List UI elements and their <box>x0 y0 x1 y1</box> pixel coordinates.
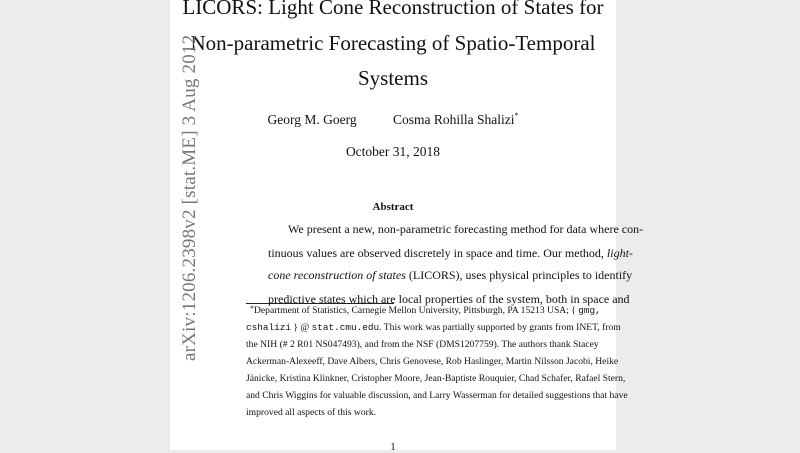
abstract-line-4: predictive states which are local properties of the system, both in space and <box>268 292 630 306</box>
authors <box>170 112 616 128</box>
title-line-3: Systems <box>357 66 428 90</box>
footnote-line-4: Ackerman-Alexeeff, Dave Albers, Chris Genovese, Rob Haslinger, Martin Nilsson Jacobi, Heike <box>246 356 619 367</box>
page-number: 1 <box>390 441 396 453</box>
abstract-line-2 <box>268 246 633 261</box>
abstract-line-2-italic: light- <box>606 246 633 260</box>
author-footnote-mark: * <box>514 111 519 120</box>
footnote-email-domain: stat.cmu.edu <box>311 322 380 333</box>
abstract-line-2-text: tinuous values are observed discretely in space and time. Our method, <box>268 246 607 260</box>
footnote-line-2-text: . This work was partially supported by grants from INET, from <box>379 322 621 333</box>
paper-date: October 31, 2018 <box>345 144 441 159</box>
abstract-heading: Abstract <box>372 201 414 213</box>
footnote-line-7: improved all aspects of this work. <box>246 407 377 418</box>
author-shalizi <box>393 112 519 128</box>
arxiv-identifier: arXiv:1206.2398v2 [stat.ME] 3 Aug 2012 <box>179 34 200 361</box>
abstract-line-3 <box>268 268 633 283</box>
title-line-2: Non-parametric Forecasting of Spatio-Temporal <box>190 31 596 55</box>
paper-page <box>170 0 644 453</box>
footnote-rule <box>246 303 394 304</box>
footnote-mark: * <box>250 304 254 313</box>
title-line-1: LICORS: Light Cone Reconstruction of States for <box>182 0 604 19</box>
footnote-line-6: and Chris Wiggins for valuable discussion, and Larry Wasserman for detailed suggestions that have <box>246 390 628 401</box>
abstract-line-1: We present a new, non-parametric forecasting method for data where con- <box>288 222 644 236</box>
author-shalizi-name: Cosma Rohilla Shalizi <box>393 112 515 127</box>
footnote-line-3: the NIH (# 2 R01 NS047493), and from the NSF (DMS1207759). The authors thank Stacey <box>246 339 599 350</box>
footnote-email-user-2: cshalizi <box>246 322 292 333</box>
abstract-line-3-italic: cone reconstruction of states <box>268 268 406 282</box>
footnote-line-2-mid: } @ <box>291 322 312 333</box>
abstract-line-3-text: (LICORS), uses physical principles to identify <box>405 268 633 282</box>
footnote-line-1 <box>250 305 620 316</box>
footnote-line-5: Jänicke, Kristina Klinkner, Cristopher Moore, Jean-Baptiste Rouquier, Chad Schafer, Rafael Stern, <box>246 373 626 384</box>
footnote-line-1-text: Department of Statistics, Carnegie Mellon University, Pittsburgh, PA 15213 USA; { <box>254 305 579 316</box>
footnote-line-2 <box>246 322 621 333</box>
author-goerg: Georg M. Goerg <box>267 112 357 127</box>
footnote-email-user-1: gmg, <box>578 305 601 316</box>
